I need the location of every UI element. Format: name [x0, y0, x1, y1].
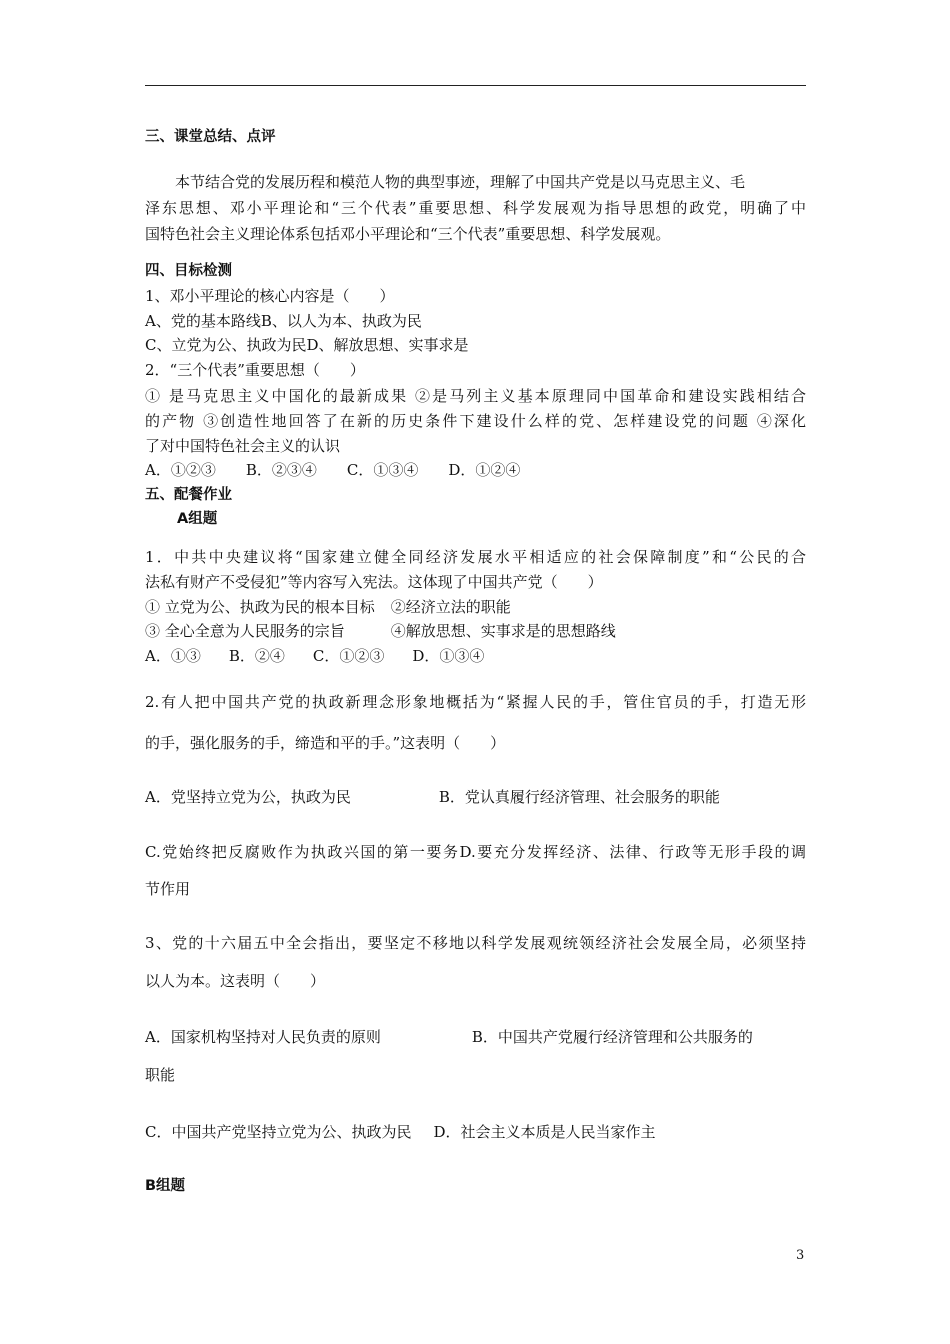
a2-option-a: A．党坚持立党为公，执政为民	[145, 788, 351, 806]
a3-option-b-continued: 职能	[145, 1066, 176, 1084]
a2-stem-line-2: 的手，强化服务的手，缔造和平的手。”这表明（ ）	[145, 734, 506, 752]
a3-option-c: C．中国共产党坚持立党为公、执政为民	[145, 1123, 412, 1141]
a1-option-d: D．①③④	[412, 647, 485, 665]
q2-item-line-1: ① 是马克思主义中国化的最新成果 ②是马列主义基本原理同中国革命和建设实践相结合	[145, 387, 806, 405]
a2-options-cd-line-1: C.党始终把反腐败作为执政兴国的第一要务D.要充分发挥经济、法律、行政等无形手段的调	[145, 843, 806, 861]
q2-item-line-3: 了对中国特色社会主义的认识	[145, 437, 341, 455]
a3-option-a: A．国家机构坚持对人民负责的原则	[145, 1028, 381, 1046]
section-3-para-line-3: 国特色社会主义理论体系包括邓小平理论和“三个代表”重要思想、科学发展观。	[145, 225, 671, 243]
a1-option-c: C．①②③	[312, 647, 385, 665]
q2-option-c: C．①③④	[346, 461, 419, 479]
q2-stem: 2．“三个代表”重要思想（ ）	[145, 361, 365, 379]
a1-option-b: B．②④	[228, 647, 285, 665]
a3-stem-line-1: 3、党的十六届五中全会指出，要坚定不移地以科学发展观统领经济社会发展全局，必须坚持	[145, 934, 806, 952]
q1-options-cd: C、立党为公、执政为民D、解放思想、实事求是	[145, 336, 469, 354]
a1-items-row-1	[145, 597, 511, 617]
q2-option-d: D．①②④	[448, 461, 521, 479]
a1-stem-line-1: 1．中共中央建议将“国家建立健全同经济发展水平相适应的社会保障制度”和“公民的合	[145, 548, 806, 566]
q1-options-ab: A、党的基本路线B、以人为本、执政为民	[145, 312, 422, 330]
section-3-para-line-2: 泽东思想、邓小平理论和“三个代表”重要思想、科学发展观为指导思想的政党，明确了中	[145, 199, 806, 217]
a1-item-2: ②经济立法的职能	[390, 598, 511, 616]
a3-options-cd	[145, 1122, 656, 1142]
a2-stem-line-1: 2.有人把中国共产党的执政新理念形象地概括为“紧握人民的手，管住官员的手，打造无形	[145, 693, 806, 711]
q1-stem: 1、邓小平理论的核心内容是（ ）	[145, 287, 395, 305]
a1-item-4: ④解放思想、实事求是的思想路线	[390, 622, 616, 640]
a2-options-ab	[145, 787, 720, 807]
a3-option-d: D．社会主义本质是人民当家作主	[433, 1123, 656, 1141]
a3-option-b: B．中国共产党履行经济管理和公共服务的	[471, 1028, 753, 1046]
section-4-title: 四、目标检测	[145, 263, 232, 279]
page-number: 3	[796, 1248, 805, 1263]
group-b-title: B组题	[145, 1178, 186, 1194]
a1-item-3: ③ 全心全意为人民服务的宗旨	[145, 622, 345, 640]
a2-option-b: B．党认真履行经济管理、社会服务的职能	[438, 788, 720, 806]
section-5-title: 五、配餐作业	[145, 487, 232, 503]
a1-option-a: A．①③	[145, 647, 201, 665]
q2-item-line-2: 的产物 ③创造性地回答了在新的历史条件下建设什么样的党、怎样建设党的问题 ④深化	[145, 412, 806, 430]
section-3-title: 三、课堂总结、点评	[145, 129, 276, 145]
section-3-para-line-1: 本节结合党的发展历程和模范人物的典型事迹，理解了中国共产党是以马克思主义、毛	[175, 173, 746, 191]
a1-item-1: ① 立党为公、执政为民的根本目标	[145, 598, 375, 616]
group-a-title: A组题	[177, 511, 218, 527]
a1-options	[145, 646, 484, 666]
q2-options	[145, 460, 520, 480]
a2-options-cd-line-2: 节作用	[145, 880, 191, 898]
a1-items-row-2	[145, 621, 616, 641]
a1-stem-line-2: 法私有财产不受侵犯”等内容写入宪法。这体现了中国共产党（ ）	[145, 573, 603, 591]
header-rule	[145, 85, 806, 86]
a3-options-ab	[145, 1027, 753, 1047]
q2-option-b: B．②③④	[245, 461, 317, 479]
a3-stem-line-2: 以人为本。这表明（ ）	[145, 972, 326, 990]
q2-option-a: A．①②③	[145, 461, 216, 479]
